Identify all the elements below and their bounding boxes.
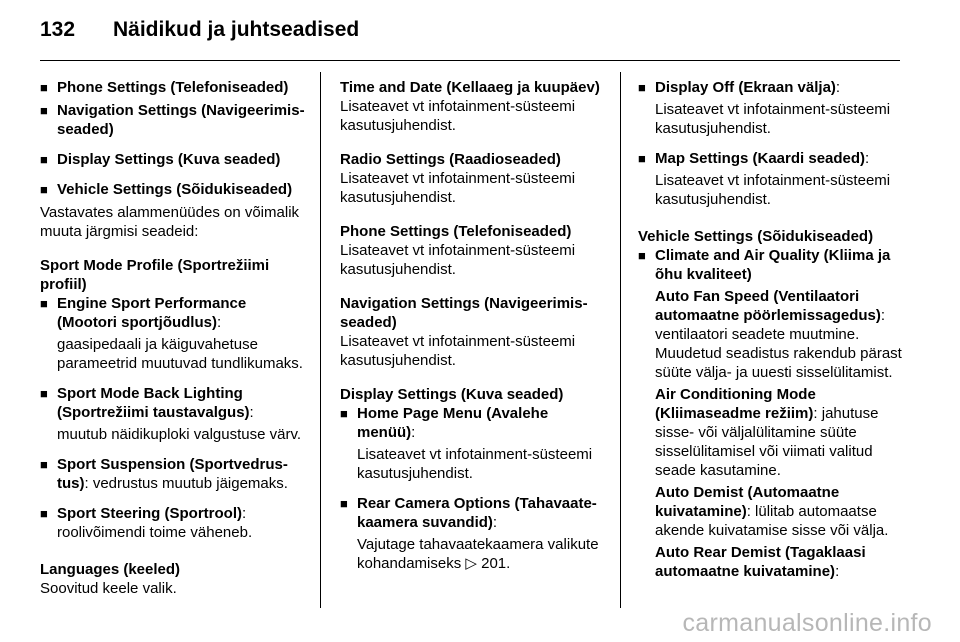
column-3	[638, 78, 908, 581]
section-heading: Radio Settings (Raadioseaded)	[340, 151, 561, 168]
body-text: Lisateavet vt infotainment-süsteemi kasutusjuhendist.	[340, 333, 576, 369]
list-item: ■ Phone Settings (Telefoniseaded)	[40, 79, 289, 96]
list-item: ■ Vehicle Settings (Sõidukiseaded)	[40, 181, 293, 198]
section-heading: Time and Date (Kellaaeg ja kuupäev)	[340, 79, 600, 96]
intro-text: Vastavates alammenüüdes on võimalik muuta järgmisi seadeid:	[40, 204, 300, 240]
section-heading: Vehicle Settings (Sõidukiseaded)	[638, 228, 874, 245]
list-item: ■ Map Settings (Kaardi seaded): Lisateavet vt infotainment-süsteemi kasutusjuhendist.	[638, 150, 891, 208]
list-item: ■ Climate and Air Quality (Kliima ja õhu kvaliteet) Auto Fan Speed (Ventilaatori automaatne pöörlemissagedus): ventilaatori seadete muutmine. Muudetud seadistus rakendub pärast süüte välja- ja uuesti sisselülitamist. Air Conditioning Mode (Kliimaseadme režiim): jahutuse sisse- või väljalülitamine süüte sisselülitamisel või viimati valitud seade kasutamine. Auto Demist (Automaatne kuivatamine): lülitab automaatse akende kuivatamise sisse või välja. Auto Rear Demist (Tagaklaasi automaatne kuivatamine):	[638, 247, 902, 580]
body-text: Soovitud keele valik.	[40, 580, 177, 597]
column-divider-1	[320, 72, 321, 608]
section-heading: Display Settings (Kuva seaded)	[340, 386, 564, 403]
bullet-icon: ■	[638, 151, 646, 166]
column-1	[40, 78, 308, 598]
bullet-icon: ■	[40, 103, 48, 118]
bullet-icon: ■	[40, 182, 48, 197]
bullet-icon: ■	[638, 80, 646, 95]
bullet-icon: ■	[40, 296, 48, 311]
page-number: 132	[40, 18, 76, 41]
list-item: ■ Sport Suspension (Sportvedrus-tus): vedrustus muutub jäigemaks.	[40, 456, 288, 492]
bullet-icon: ■	[340, 496, 348, 511]
page-title: Näidikud ja juhtseadised	[113, 18, 360, 41]
bullet-icon: ■	[40, 457, 48, 472]
section-heading: Navigation Settings (Navigeerimis-seaded)	[340, 295, 588, 331]
header-rule	[40, 60, 900, 61]
list-item: ■ Home Page Menu (Avalehe menüü): Lisateavet vt infotainment-süsteemi kasutusjuhendist.	[340, 405, 593, 482]
bullet-icon: ■	[340, 406, 348, 421]
column-divider-2	[620, 72, 621, 608]
list-item: ■ Sport Mode Back Lighting (Sportrežiimi taustavalgus): muutub näidikuploki valgustuse värv.	[40, 385, 302, 443]
bullet-icon: ■	[40, 506, 48, 521]
list-item: ■ Display Settings (Kuva seaded)	[40, 151, 281, 168]
column-2	[340, 78, 608, 573]
watermark: carmanualsonline.info	[682, 609, 932, 637]
section-heading: Languages (keeled)	[40, 561, 181, 578]
section-heading: Phone Settings (Telefoniseaded)	[340, 223, 572, 240]
page-ref-icon: ▷	[465, 555, 477, 572]
bullet-icon: ■	[40, 386, 48, 401]
bullet-icon: ■	[40, 80, 48, 95]
section-heading: Sport Mode Profile (Sportrežiimi profiil)	[40, 257, 270, 293]
body-text: Lisateavet vt infotainment-süsteemi kasutusjuhendist.	[340, 242, 576, 278]
bullet-icon: ■	[638, 248, 646, 263]
list-item: ■ Navigation Settings (Navigeerimis-seaded)	[40, 102, 305, 138]
list-item: ■ Rear Camera Options (Tahavaate-kaamera suvandid): Vajutage tahavaatekaamera valikute kohandamiseks ▷ 201.	[340, 495, 599, 572]
bullet-icon: ■	[40, 152, 48, 167]
list-item: ■ Display Off (Ekraan välja): Lisateavet vt infotainment-süsteemi kasutusjuhendist.	[638, 79, 891, 137]
list-item: ■ Sport Steering (Sportrool): roolivõimendi toime väheneb.	[40, 505, 253, 541]
body-text: Lisateavet vt infotainment-süsteemi kasutusjuhendist.	[340, 170, 576, 206]
body-text: Lisateavet vt infotainment-süsteemi kasutusjuhendist.	[340, 98, 576, 134]
list-item: ■ Engine Sport Performance (Mootori sportjõudlus): gaasipedaali ja käiguvahetuse parameetrid muutuvad tundlikumaks.	[40, 295, 303, 372]
